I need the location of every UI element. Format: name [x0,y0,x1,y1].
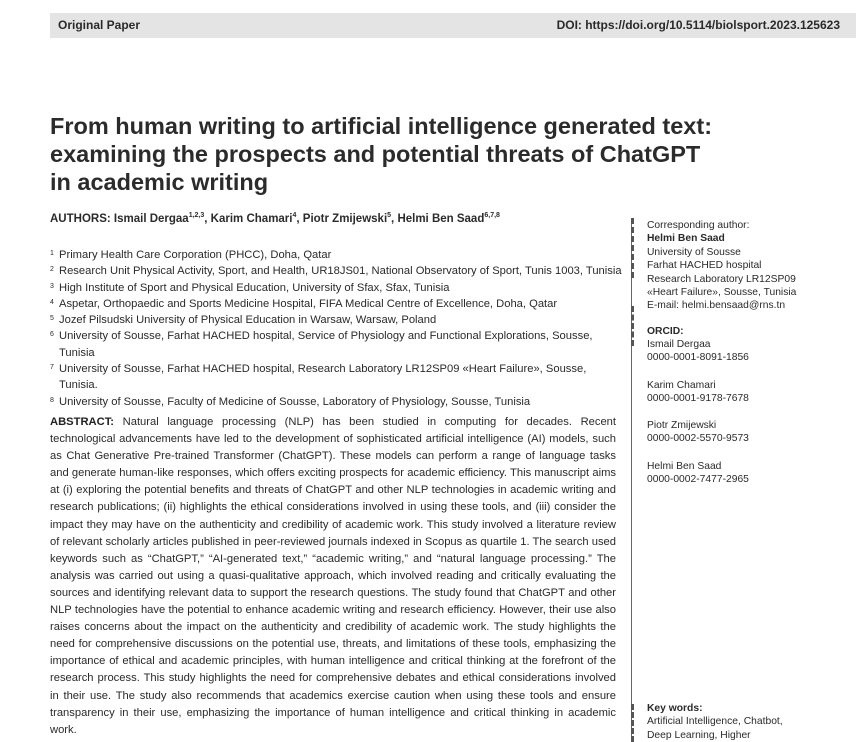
affiliations-list [50,247,625,410]
orcid-name: Karim Chamari [647,380,716,391]
author-affil-sup: 4 [292,212,297,219]
author-name: Piotr Zmijewski [302,212,388,225]
affiliation-text: University of Sousse, Farhat HACHED hospital, Research Laboratory LR12SP09 «Heart Failure», Sousse, Tunisia. [59,363,587,392]
title-line: examining the prospects and potential threats of ChatGPT [50,141,701,167]
affiliation-number: 1 [50,250,54,257]
author-name: Karim Chamari [210,212,293,225]
author-affil-sup: 1,2,3 [188,212,205,219]
corresponding-name: Helmi Ben Saad [647,233,725,245]
corresponding-line: «Heart Failure», Sousse, Tunisia [647,287,797,299]
orcid-entry [647,338,749,365]
orcid-id[interactable]: 0000-0001-9178-7678 [647,393,749,405]
affiliation-number: 3 [50,282,54,290]
affiliation-text: Primary Health Care Corporation (PHCC), Doha, Qatar [59,249,332,261]
author-affil-sup: 5 [387,212,392,219]
authors-line: AUTHORS: Ismail Dergaa$^{1,2,3}$, Karim Chamari$^4$, Piotr Zmijewski$^5$, Helmi Ben Saad$^{6,7,8}$ [50,212,500,225]
doi-link[interactable]: DOI: https://doi.org/10.5114/biolsport.2023.125623 [556,18,840,32]
orcid-block [647,325,684,338]
author-affil-sup: 6,7,8 [484,212,500,219]
affiliation-item [50,296,625,312]
affiliation-item [50,312,625,328]
sidebar-divider [631,306,634,346]
affiliation-text: University of Sousse, Faculty of Medicine of Sousse, Laboratory of Physiology, Sousse, Tunisia [59,395,531,408]
orcid-id[interactable]: 0000-0002-7477-2965 [647,474,749,486]
orcid-name: Piotr Zmijewski [647,420,717,431]
orcid-entry [647,379,749,406]
affiliation-item [50,263,625,279]
affiliation-item [50,280,625,296]
affiliation-item [50,328,625,361]
corresponding-author [647,219,796,313]
affiliation-number: 8 [50,396,54,404]
abstract-label: ABSTRACT: [50,416,115,428]
affiliation-text: University of Sousse, Farhat HACHED hospital, Service of Physiology and Functional Explorations, Sousse, Tunisia [59,330,593,359]
keywords-block [647,702,783,742]
corresponding-email[interactable]: E-mail: helmi.bensaad@rns.tn [647,300,786,312]
affiliation-item [50,394,625,410]
keywords-label: Key words: [647,703,703,714]
abstract-text: Natural language processing (NLP) has been studied in computing for decades. Recent technological advancements have led to the development of sophisticated artificial intelligence (AI) models, such as Chat Generative Pre-trained Transformer (ChatGPT). These models can perform a range of language tasks and generate human-like responses, which offers exciting prospects for academic efficiency. This manuscript aims at (i) exploring the potential benefits and threats of ChatGPT and other NLP technologies in academic writing and research publications; (ii) highlights the ethical considerations involved in using these tools, and (iii) consider the impact they may have on the authenticity and credibility of academic work. This study involved a literature review of relevant scholarly articles published in peer-reviewed journals indexed in Scopus as quartile 1. The search used keywords such as “ChatGPT,” “AI-generated text,” “academic writing,” and “natural language processing.” The analysis was carried out using a quasi-qualitative approach, which involved reading and critically evaluating the sources and identifying relevant data to support the research questions. The study found that ChatGPT and other NLP technologies have the potential to enhance academic writing and research efficiency. However, their use also raises concerns about the impact on the authenticity and credibility of academic work. The study highlights the need for comprehensive discussions on the potential use, threats, and limitations of these tools, emphasizing the importance of ethical and academic principles, with human intelligence and critical thinking at the forefront of the research process. This study highlights the need for comprehensive debates and ethical considerations involved in their use. The study also recommends that academics exercise caution when using these tools and ensure transparency in their use, emphasizing the importance of human intelligence and critical thinking in academic work. [50,416,617,736]
header-bar [50,13,856,38]
orcid-name: Helmi Ben Saad [647,461,722,472]
author-name: Ismail Dergaa [113,212,189,225]
orcid-label: ORCID: [647,326,684,337]
affiliation-number: 7 [50,364,54,372]
affiliation-text: Jozef Pilsudski University of Physical Education in Warsaw, Warsaw, Poland [59,314,437,327]
keywords-line: Deep Learning, Higher [647,729,751,741]
corresponding-label: Corresponding author: [647,220,750,231]
affiliation-number: 2 [50,266,54,274]
affiliation-item [50,361,625,394]
corresponding-line: University of Sousse [647,246,741,258]
article-type: Original Paper [58,18,141,32]
sidebar [631,218,856,742]
paper-title [50,112,770,196]
orcid-entry [647,419,749,446]
affiliation-number: 6 [50,331,54,339]
affiliation-number: 4 [50,298,54,306]
affiliation-text: Research Unit Physical Activity, Sport, and Health, UR18JS01, National Observatory of Sport, Tunis 1003, Tunisia [59,265,622,278]
affiliation-item [50,247,625,263]
orcid-name: Ismail Dergaa [647,339,711,350]
orcid-entry [647,460,749,487]
affiliation-number: 5 [50,315,54,323]
corresponding-line: Research Laboratory LR12SP09 [647,273,796,285]
corresponding-line: Farhat HACHED hospital [647,260,762,272]
title-line: From human writing to artificial intelligence generated text: [50,113,713,139]
keywords-line: Artificial Intelligence, Chatbot, [647,716,783,728]
authors-label: AUTHORS: [50,212,111,225]
sidebar-divider [631,218,634,278]
affiliation-text: Aspetar, Orthopaedic and Sports Medicine Hospital, FIFA Medical Centre of Excellence, Doha, Qatar [59,297,558,310]
title-line: in academic writing [50,169,269,195]
orcid-id[interactable]: 0000-0001-8091-1856 [647,352,749,364]
author-name: Helmi Ben Saad [397,212,485,225]
sidebar-divider [631,704,634,742]
abstract [50,414,616,739]
orcid-id[interactable]: 0000-0002-5570-9573 [647,433,749,445]
affiliation-text: High Institute of Sport and Physical Education, University of Sfax, Sfax, Tunisia [59,281,450,294]
